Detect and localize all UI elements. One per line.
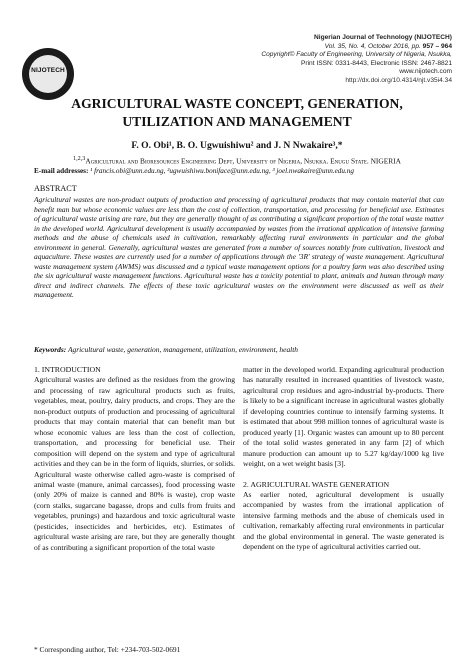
author-emails bbox=[34, 167, 444, 175]
affiliation-superscript: 1,2,3 bbox=[73, 156, 86, 162]
section-1-paragraph: Agricultural wastes are defined as the residues from the growing and processing of raw agricultural products such as fruits, vegetables, meat, poultry, dairy products, and crops. They are the non-product outputs of production and processing of agricultural products that may contain material that can benefit man but whose economic values are less than the cost of collection, transportation, and processing for beneficial use. Their composition will depend on the system and type of agricultural activities and they can be in the form of liquids, slurries, or solids. Agricultural waste otherwise called agro-waste is comprised of animal waste (manure, animal carcasses), food processing waste (only 20% of maize is canned and 80% is waste), crop waste (corn stalks, sugarcane bagasse, drops and culls from fruits and vegetables, prunings) and hazardous and toxic agricultural waste (pesticides, insecticides and herbicides, etc). Estimates of agricultural waste arising are rare, but they are generally thought of as contributing a significant proportion of the total waste bbox=[34, 375, 235, 552]
section-1-paragraph-continued: matter in the developed world. Expanding agricultural production has naturally resulted in increased quantities of livestock waste, agricultural crop residues and agro-industrial by-products. There is likely to be a significant increase in agricultural wastes globally if developing countries continue to intensify farming systems. It is estimated that about 998 million tonnes of agricultural waste is produced yearly [1]. Organic wastes can amount up to 80 percent of the total solid wastes generated in any farm [2] of which manure production can amount up to 5.27 kg/day/1000 kg live weight, on a wet weight basis [3]. bbox=[243, 365, 444, 469]
journal-website[interactable]: www.nijotech.com bbox=[399, 68, 452, 76]
section-2-heading: 2. AGRICULTURAL WASTE GENERATION bbox=[243, 479, 390, 489]
right-column bbox=[243, 365, 444, 553]
paper-authors: F. O. Obi¹, B. O. Ugwuishiwu² and J. N Nwakaire³,* bbox=[131, 140, 343, 151]
abstract-text: Agricultural wastes are non-product outputs of production and processing of agricultural products that may contain material that can benefit man but whose economic values are less than the cost of collection, transportation, and processing for beneficial use. Estimates of agricultural waste arising are rare, but they are generally thought of as contributing a significant proportion of the total waste matter in the developed world. Agricultural development is usually accompanied by wastes from the irrational application of intensive farming methods and the abuse of chemicals used in cultivation, remarkably affecting rural environments in particular and the global environment in general. Generally, agricultural wastes are generated from a number of sources notably from cultivation, livestock and aquaculture. These wastes are currently used for a number of applications through the '3R' strategy of waste management. Agricultural waste management system (AWMS) was discussed and a typical waste management options for a poultry farm was also described using the six agricultural waste management functions. Agricultural waste has a toxicity potential to plant, animals and human through many direct and indirect channels. The effects of these toxic agricultural wastes on the environment were discussed as well as their management. bbox=[34, 195, 444, 300]
abstract-heading: ABSTRACT bbox=[34, 184, 77, 193]
section-2-paragraph: As earlier noted, agricultural development is usually accompanied by wastes from the irrational application of intensive farming methods and the abuse of chemicals used in cultivation, remarkably affecting rural environments in particular and the global environmental in general. The waste generated is dependent on the type of agricultural activities carried out. bbox=[243, 489, 444, 552]
section-1-heading: 1. INTRODUCTION bbox=[34, 365, 101, 374]
journal-issn: Print ISSN: 0331-8443, Electronic ISSN: 2467-8821 bbox=[300, 59, 452, 67]
paper-title: AGRICULTURAL WASTE CONCEPT, GENERATION, UTILIZATION AND MANAGEMENT bbox=[71, 96, 403, 129]
left-column bbox=[34, 365, 235, 553]
journal-copyright: Copyright© Faculty of Engineering, University of Nigeria, Nsukka, bbox=[261, 51, 452, 59]
author-affiliation bbox=[0, 156, 474, 165]
affiliation-text: Agricultural and Bioresources Engineering Dept, University of Nigeria, Nsukka. Enugu State. NIGERIA bbox=[85, 156, 401, 166]
keywords bbox=[34, 345, 444, 354]
logo-text: NIJOTECH bbox=[31, 67, 65, 74]
keywords-label: Keywords: bbox=[34, 345, 67, 354]
keywords-text: Agricultural waste, generation, management, utilization, environment, health bbox=[66, 345, 299, 354]
logo-inner-disc bbox=[29, 55, 67, 93]
journal-volume-text: Vol. 35, No. 4, October 2016, pp. bbox=[324, 42, 423, 50]
journal-logo bbox=[22, 48, 74, 100]
emails-text: ¹ francis.obi@unn.edu.ng, ²ugwuishiwu.boniface@unn.edu.ng, ³ joel.nwakaire@unn.edu.ng bbox=[88, 167, 354, 175]
emails-label: E-mail addresses: bbox=[34, 167, 89, 175]
journal-volume bbox=[261, 43, 452, 52]
journal-doi[interactable]: http://dx.doi.org/10.4314/njt.v35i4.34 bbox=[345, 76, 452, 84]
journal-name: Nigerian Journal of Technology (NIJOTECH) bbox=[314, 34, 452, 41]
journal-header bbox=[261, 34, 452, 86]
journal-pages: 957 – 964 bbox=[422, 42, 452, 50]
corresponding-author-footnote: * Corresponding author, Tel: +234-703-502-0691 bbox=[34, 645, 181, 654]
